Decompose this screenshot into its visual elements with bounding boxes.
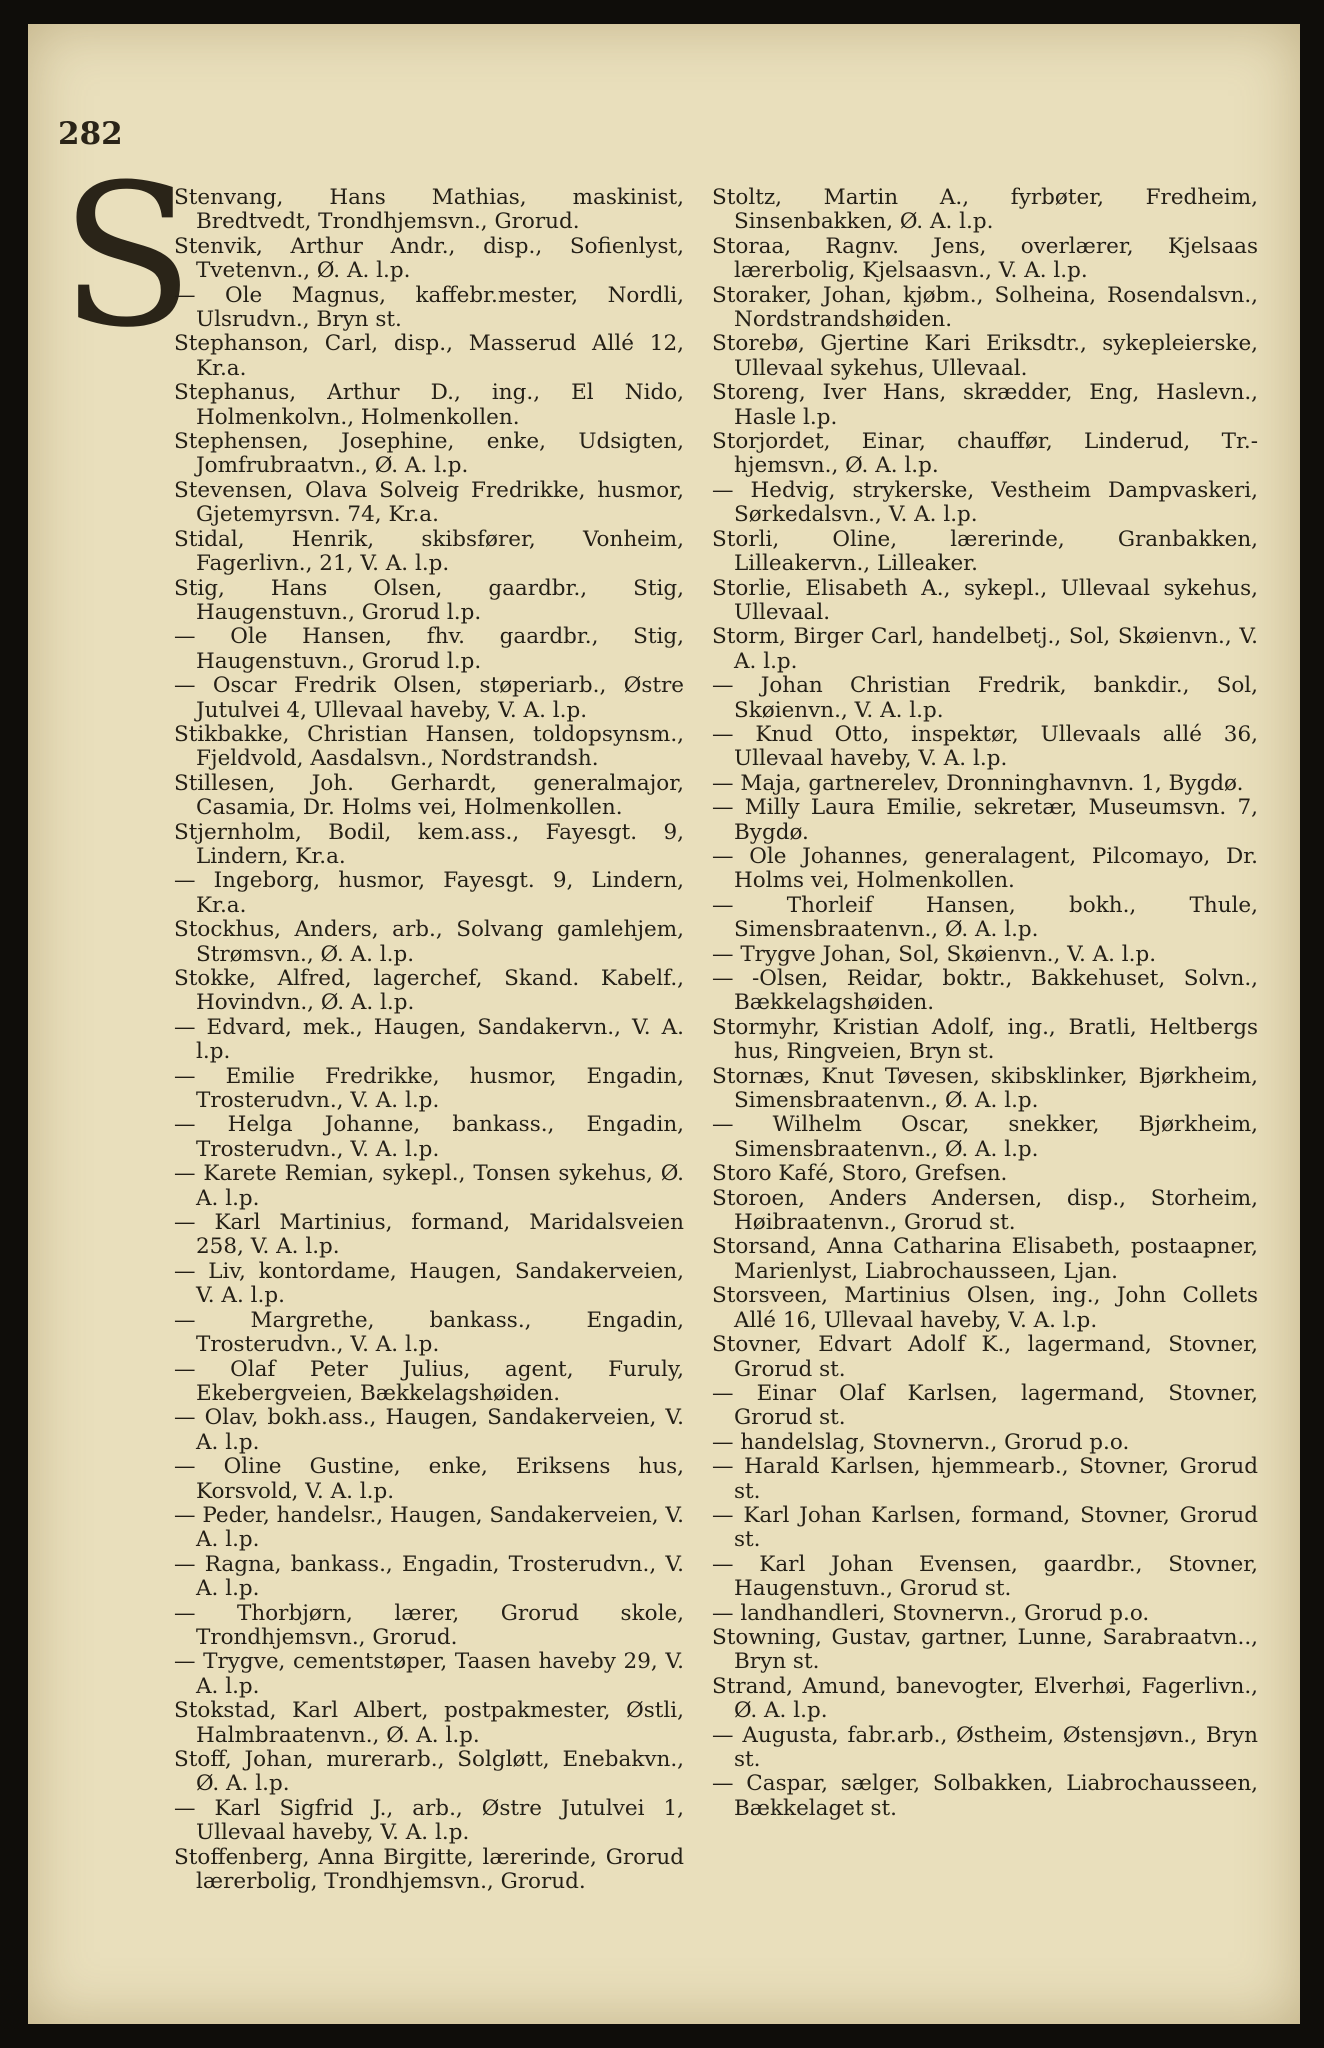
directory-entry: — Thorleif Hansen, bokh., Thule, Simensbraatenvn., Ø. A. l.p. <box>712 892 1258 943</box>
directory-entry: Storsand, Anna Catharina Elisabeth, postaapner, Marienlyst, Liabrochausseen, Ljan. <box>712 1234 1258 1284</box>
directory-entry: Stenvang, Hans Mathias, maskinist, Bredtvedt, Trondhjemsvn., Grorud. <box>174 185 684 235</box>
directory-entry: — Olav, bokh.ass., Haugen, Sandakerveien, V. A. l.p. <box>174 1405 684 1455</box>
directory-entry: — Hedvig, strykerske, Vestheim Dampvaskeri, Sørkedalsvn., V. A. l.p. <box>712 477 1258 528</box>
directory-entry: Stikbakke, Christian Hansen, toldopsynsm., Fjeldvold, Aasdalsvn., Nordstrandsh. <box>174 721 684 772</box>
directory-entry: Stenvik, Arthur Andr., disp., Sofienlyst, Tvetenvn., Ø. A. l.p. <box>174 233 684 284</box>
directory-entry: Stornæs, Knut Tøvesen, skibsklinker, Bjørkheim, Simensbraatenvn., Ø. A. l.p. <box>712 1063 1258 1114</box>
directory-entry: — Milly Laura Emilie, sekretær, Museumsvn. 7, Bygdø. <box>712 795 1258 845</box>
directory-entry: Stoffenberg, Anna Birgitte, lærerinde, Grorud lærerbolig, Trondhjemsvn., Grorud. <box>174 1844 684 1895</box>
directory-entry: — Trygve, cementstøper, Taasen haveby 29, V. A. l.p. <box>174 1649 684 1699</box>
directory-entry: Storo Kafé, Storo, Grefsen. <box>712 1161 1008 1187</box>
directory-entry: Stockhus, Anders, arb., Solvang gamlehjem, Strømsvn., Ø. A. l.p. <box>174 917 684 967</box>
directory-entry: — Edvard, mek., Haugen, Sandakervn., V. A. l.p. <box>174 1014 684 1065</box>
directory-entry: Stokstad, Karl Albert, postpakmester, Østli, Halmbraatenvn., Ø. A. l.p. <box>174 1698 684 1748</box>
directory-entry: — Helga Johanne, bankass., Engadin, Trosterudvn., V. A. l.p. <box>174 1112 684 1162</box>
directory-entry: Storlie, Elisabeth A., sykepl., Ullevaal sykehus, Ullevaal. <box>712 575 1258 625</box>
directory-entry: Stephanson, Carl, disp., Masserud Allé 12, Kr.a. <box>174 331 684 381</box>
directory-entry: — Karete Remian, sykepl., Tonsen sykehus, Ø. A. l.p. <box>174 1161 684 1211</box>
right-column <box>712 186 1258 1821</box>
directory-entry: — Augusta, fabr.arb., Østheim, Østensjøvn., Bryn st. <box>712 1722 1258 1772</box>
directory-entry: — Knud Otto, inspektør, Ullevaals allé 36, Ullevaal haveby, V. A. l.p. <box>712 721 1258 772</box>
directory-entry: Stig, Hans Olsen, gaardbr., Stig, Haugenstuvn., Grorud l.p. <box>174 575 684 625</box>
directory-entry: — Harald Karlsen, hjemmearb., Stovner, Grorud st. <box>712 1454 1258 1504</box>
directory-entry: — Margrethe, bankass., Engadin, Trosterudvn., V. A. l.p. <box>174 1307 684 1358</box>
directory-entry: Stoltz, Martin A., fyrbøter, Fredheim, Sinsenbakken, Ø. A. l.p. <box>712 185 1258 235</box>
directory-entry: Stidal, Henrik, skibsfører, Vonheim, Fagerlivn., 21, V. A. l.p. <box>174 526 684 577</box>
directory-entry: Stillesen, Joh. Gerhardt, generalmajor, Casamia, Dr. Holms vei, Holmenkollen. <box>174 770 684 821</box>
directory-entry: Stowning, Gustav, gartner, Lunne, Sarabraatvn.., Bryn st. <box>712 1624 1258 1675</box>
page-number: 282 <box>58 116 123 152</box>
directory-entry: — Thorbjørn, lærer, Grorud skole, Trondhjemsvn., Grorud. <box>174 1600 684 1650</box>
directory-entry: Stephanus, Arthur D., ing., El Nido, Holmenkolvn., Holmenkollen. <box>174 380 684 430</box>
directory-entry: — -Olsen, Reidar, boktr., Bakkehuset, Solvn., Bækkelagshøiden. <box>712 966 1258 1016</box>
directory-entry: Stephensen, Josephine, enke, Udsigten, Jomfrubraatvn., Ø. A. l.p. <box>174 429 684 479</box>
directory-entry: Storsveen, Martinius Olsen, ing., John Collets Allé 16, Ullevaal haveby, V. A. l.p. <box>712 1283 1258 1333</box>
directory-entry: Stovner, Edvart Adolf K., lagermand, Stovner, Grorud st. <box>712 1332 1258 1382</box>
directory-entry: — Ragna, bankass., Engadin, Trosterudvn., V. A. l.p. <box>174 1551 684 1602</box>
directory-entry: Storaker, Johan, kjøbm., Solheina, Rosendalsvn., Nordstrandshøiden. <box>712 282 1258 333</box>
directory-entry: Strand, Amund, banevogter, Elverhøi, Fagerlivn., Ø. A. l.p. <box>712 1673 1258 1724</box>
directory-entry: — Karl Johan Karlsen, formand, Stovner, Grorud st. <box>712 1502 1258 1553</box>
directory-entry: Stormyhr, Kristian Adolf, ing., Bratli, Heltbergs hus, Ringveien, Bryn st. <box>712 1014 1258 1065</box>
directory-entry: — Ole Magnus, kaffebr.mester, Nordli, Ulsrudvn., Bryn st. <box>174 282 684 333</box>
directory-entry: — Olaf Peter Julius, agent, Furuly, Ekebergveien, Bækkelagshøiden. <box>174 1356 684 1406</box>
directory-entry: — Ingeborg, husmor, Fayesgt. 9, Lindern, Kr.a. <box>174 868 684 918</box>
directory-entry: — Karl Sigfrid J., arb., Østre Jutulvei 1, Ullevaal haveby, V. A. l.p. <box>174 1795 684 1846</box>
directory-entry: — Oscar Fredrik Olsen, støperiarb., Østre Jutulvei 4, Ullevaal haveby, V. A. l.p. <box>174 673 684 723</box>
directory-entry: — Caspar, sælger, Solbakken, Liabrochausseen, Bækkelaget st. <box>712 1771 1258 1821</box>
directory-entry: — Liv, kontordame, Haugen, Sandakerveien, V. A. l.p. <box>174 1258 684 1309</box>
directory-entry: — Peder, handelsr., Haugen, Sandakerveien, V. A. l.p. <box>174 1502 684 1553</box>
directory-entry: — Einar Olaf Karlsen, lagermand, Stovner, Grorud st. <box>712 1380 1258 1431</box>
directory-entry: Stjernholm, Bodil, kem.ass., Fayesgt. 9, Lindern, Kr.a. <box>174 819 684 869</box>
directory-entry: Storli, Oline, lærerinde, Granbakken, Lilleakervn., Lilleaker. <box>712 526 1258 577</box>
directory-entry: Storoen, Anders Andersen, disp., Storheim, Høibraatenvn., Grorud st. <box>712 1185 1258 1236</box>
directory-entry: Storjordet, Einar, chauffør, Linderud, Tr.-hjemsvn., Ø. A. l.p. <box>712 429 1258 479</box>
directory-entry: Stevensen, Olava Solveig Fredrikke, husmor, Gjetemyrsvn. 74, Kr.a. <box>174 477 684 528</box>
directory-entry: — Emilie Fredrikke, husmor, Engadin, Trosterudvn., V. A. l.p. <box>174 1063 684 1114</box>
left-column <box>174 186 684 1894</box>
directory-entry: Storebø, Gjertine Kari Eriksdtr., sykepleierske, Ullevaal sykehus, Ullevaal. <box>712 331 1258 381</box>
directory-entry: — landhandleri, Stovnervn., Grorud p.o. <box>712 1600 1150 1626</box>
directory-entry: — Karl Johan Evensen, gaardbr., Stovner, Haugenstuvn., Grorud st. <box>712 1551 1258 1602</box>
directory-entry: Storaa, Ragnv. Jens, overlærer, Kjelsaas lærerbolig, Kjelsaasvn., V. A. l.p. <box>712 233 1258 284</box>
directory-entry: — Wilhelm Oscar, snekker, Bjørkheim, Simensbraatenvn., Ø. A. l.p. <box>712 1112 1258 1162</box>
directory-entry: Stokke, Alfred, lagerchef, Skand. Kabelf., Hovindvn., Ø. A. l.p. <box>174 966 684 1016</box>
directory-entry: Storm, Birger Carl, handelbetj., Sol, Skøienvn., V. A. l.p. <box>712 624 1258 674</box>
directory-entry: — Karl Martinius, formand, Maridalsveien 258, V. A. l.p. <box>174 1210 684 1260</box>
directory-entry: — Ole Hansen, fhv. gaardbr., Stig, Haugenstuvn., Grorud l.p. <box>174 624 684 674</box>
section-letter: S <box>60 143 195 371</box>
directory-entry: — Johan Christian Fredrik, bankdir., Sol, Skøienvn., V. A. l.p. <box>712 673 1258 723</box>
directory-page <box>28 24 1300 2024</box>
directory-entry: Stoff, Johan, murerarb., Solgløtt, Enebakvn., Ø. A. l.p. <box>174 1747 684 1797</box>
directory-entry: — Oline Gustine, enke, Eriksens hus, Korsvold, V. A. l.p. <box>174 1454 684 1504</box>
directory-entry: — Maja, gartnerelev, Dronninghavnvn. 1, Bygdø. <box>712 770 1244 796</box>
directory-entry: — Trygve Johan, Sol, Skøienvn., V. A. l.p. <box>712 941 1157 967</box>
directory-entry: Storeng, Iver Hans, skrædder, Eng, Haslevn., Hasle l.p. <box>712 380 1258 430</box>
directory-entry: — Ole Johannes, generalagent, Pilcomayo, Dr. Holms vei, Holmenkollen. <box>712 843 1258 894</box>
directory-entry: — handelslag, Stovnervn., Grorud p.o. <box>712 1429 1130 1455</box>
